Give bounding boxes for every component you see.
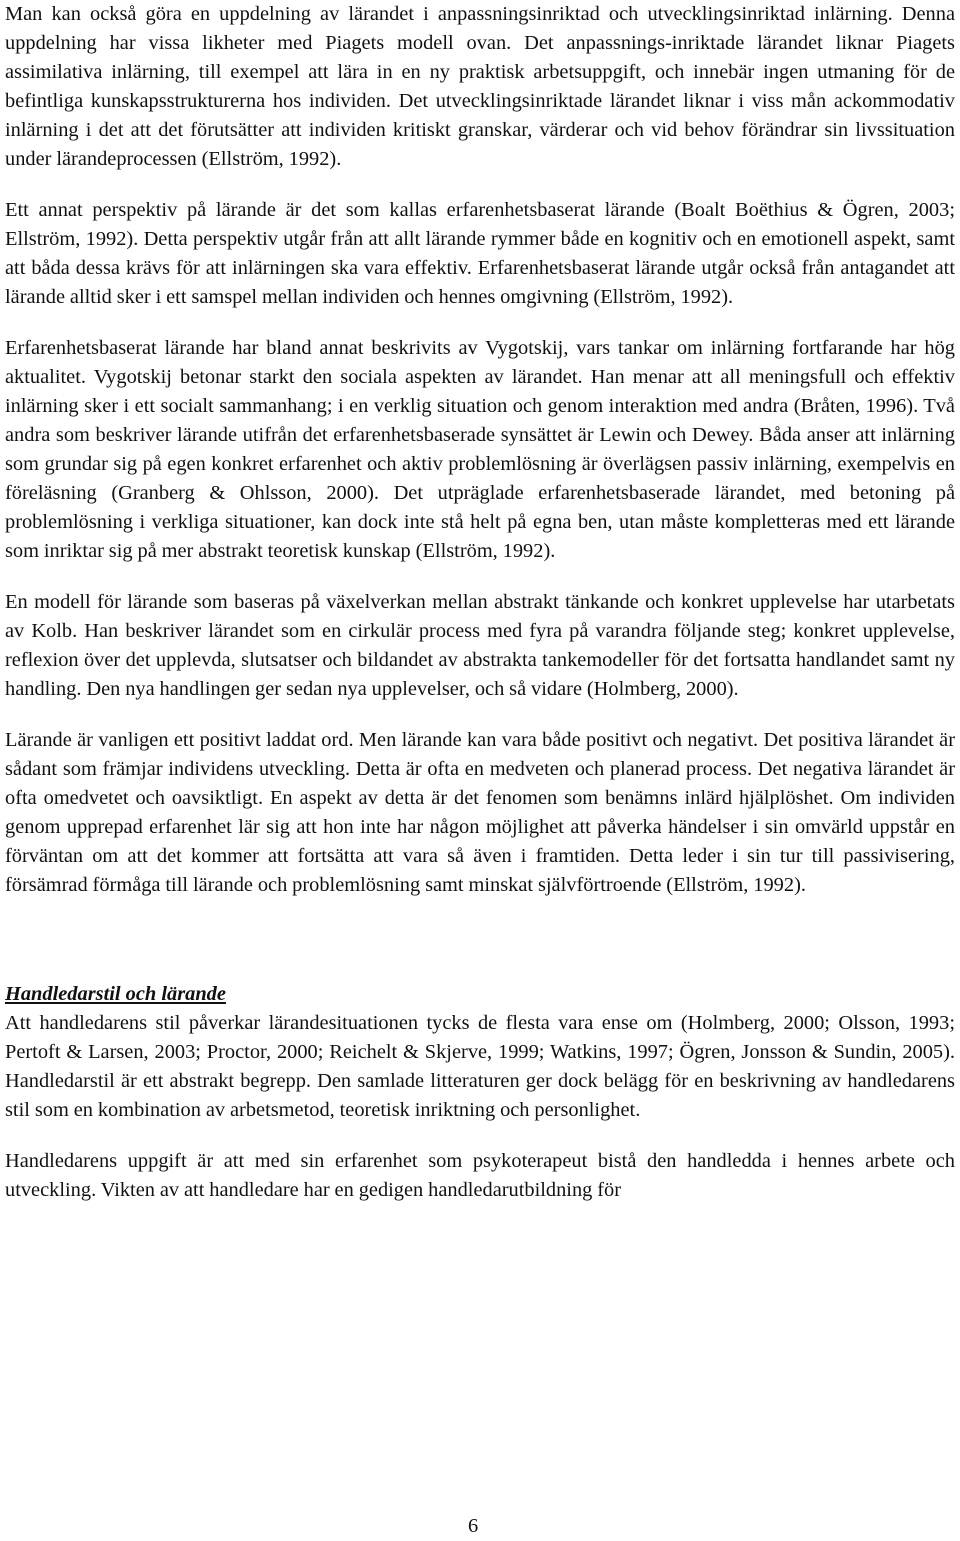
section-heading: Handledarstil och lärande: [5, 983, 226, 1005]
paragraph-experiential-learning: Ett annat perspektiv på lärande är det som kallas erfarenhetsbaserat lärande (Boalt Boëthius & Ögren, 2003; Ellström, 1992). Detta perspektiv utgår från att allt lärande rymmer både en kognitiv och en emotionell aspekt, samt att båda dessa krävs för att inlärningen ska vara effektiv. Erfarenhetsbaserat lärande utgår också från antagandet att lärande alltid sker i ett samspel mellan individen och hennes omgivning (Ellström, 1992).: [5, 199, 955, 308]
paragraph-spacer: [5, 704, 955, 726]
paragraph-spacer: [5, 312, 955, 334]
paragraph-supervisor-task: Handledarens uppgift är att med sin erfarenhet som psykoterapeut bistå den handledda i hennes arbete och utveckling. Vikten av att handledare har en gedigen handledarutbildning för: [5, 1150, 955, 1201]
paragraph-supervisor-style: Att handledarens stil påverkar lärandesituationen tycks de flesta vara ense om (Holmberg, 2000; Olsson, 1993; Pertoft & Larsen, 2003; Proctor, 2000; Reichelt & Skjerve, 1999; Watkins, 1997; Ögren, Jonsson & Sundin, 2005). Handledarstil är ett abstrakt begrepp. Den samlade litteraturen ger dock belägg för en beskrivning av handledarens stil som en kombination av arbetsmetod, teoretisk inriktning och personlighet.: [5, 1012, 955, 1121]
paragraph-spacer: [5, 566, 955, 588]
paragraph-spacer: [5, 174, 955, 196]
paragraph-learning-division: Man kan också göra en uppdelning av lärandet i anpassningsinriktad och utvecklingsinriktad inlärning. Denna uppdelning har vissa likheter med Piagets modell ovan. Det anpassnings-inriktade lärandet liknar Piagets assimilativa inlärning, till exempel att lära in en ny praktisk arbetsuppgift, och innebär ingen utmaning för de befintliga kunskapsstrukturerna hos individen. Det utvecklingsinriktade lärandet liknar i viss mån ackommodativ inlärning i det att det förutsätter att individen kritiskt granskar, värderar och vid behov förändrar sin livssituation under lärandeprocessen (Ellström, 1992).: [5, 3, 955, 170]
paragraph-spacer: [5, 1125, 955, 1147]
document-page: [5, 0, 955, 1205]
paragraph-positive-negative-learning: Lärande är vanligen ett positivt laddat ord. Men lärande kan vara både positivt och negativt. Det positiva lärandet är sådant som främjar individens utveckling. Detta är ofta en medveten och planerad process. Det negativa lärandet är ofta omedvetet och oavsiktligt. En aspekt av detta är det fenomen som benämns inlärd hjälplöshet. Om individen genom upprepad erfarenhet lär sig att hon inte har någon möjlighet att påverka händelser i sin omvärld uppstår en förväntan om att det kommer att fortsätta att vara så även i framtiden. Detta leder i sin tur till passivisering, försämrad förmåga till lärande och problemlösning samt minskat självförtroende (Ellström, 1992).: [5, 729, 955, 896]
page-number: 6: [468, 1515, 479, 1537]
paragraph-kolb-model: En modell för lärande som baseras på växelverkan mellan abstrakt tänkande och konkret upplevelse har utarbetats av Kolb. Han beskriver lärandet som en cirkulär process med fyra på varandra följande steg; konkret upplevelse, reflexion över det upplevda, slutsatser och bildandet av abstrakta tankemodeller för det fortsatta handlandet samt ny handling. Den nya handlingen ger sedan nya upplevelser, och så vidare (Holmberg, 2000).: [5, 591, 955, 700]
section-spacer: [5, 900, 955, 980]
paragraph-vygotsky: Erfarenhetsbaserat lärande har bland annat beskrivits av Vygotskij, vars tankar om inlärning fortfarande har hög aktualitet. Vygotskij betonar starkt den sociala aspekten av lärandet. Han menar att all meningsfull och effektiv inlärning sker i ett socialt sammanhang; i en verklig situation och genom interaktion med andra (Bråten, 1996). Två andra som beskriver lärande utifrån det erfarenhetsbaserade synsättet är Lewin och Dewey. Båda anser att inlärning som grundar sig på egen konkret erfarenhet och aktiv problemlösning är överlägsen passiv inlärning, exempelvis en föreläsning (Granberg & Ohlsson, 2000). Det utpräglade erfarenhetsbaserade lärandet, med betoning på problemlösning i verkliga situationer, kan dock inte stå helt på egna ben, utan måste kompletteras med ett lärande som inriktar sig på mer abstrakt teoretisk kunskap (Ellström, 1992).: [5, 337, 955, 562]
